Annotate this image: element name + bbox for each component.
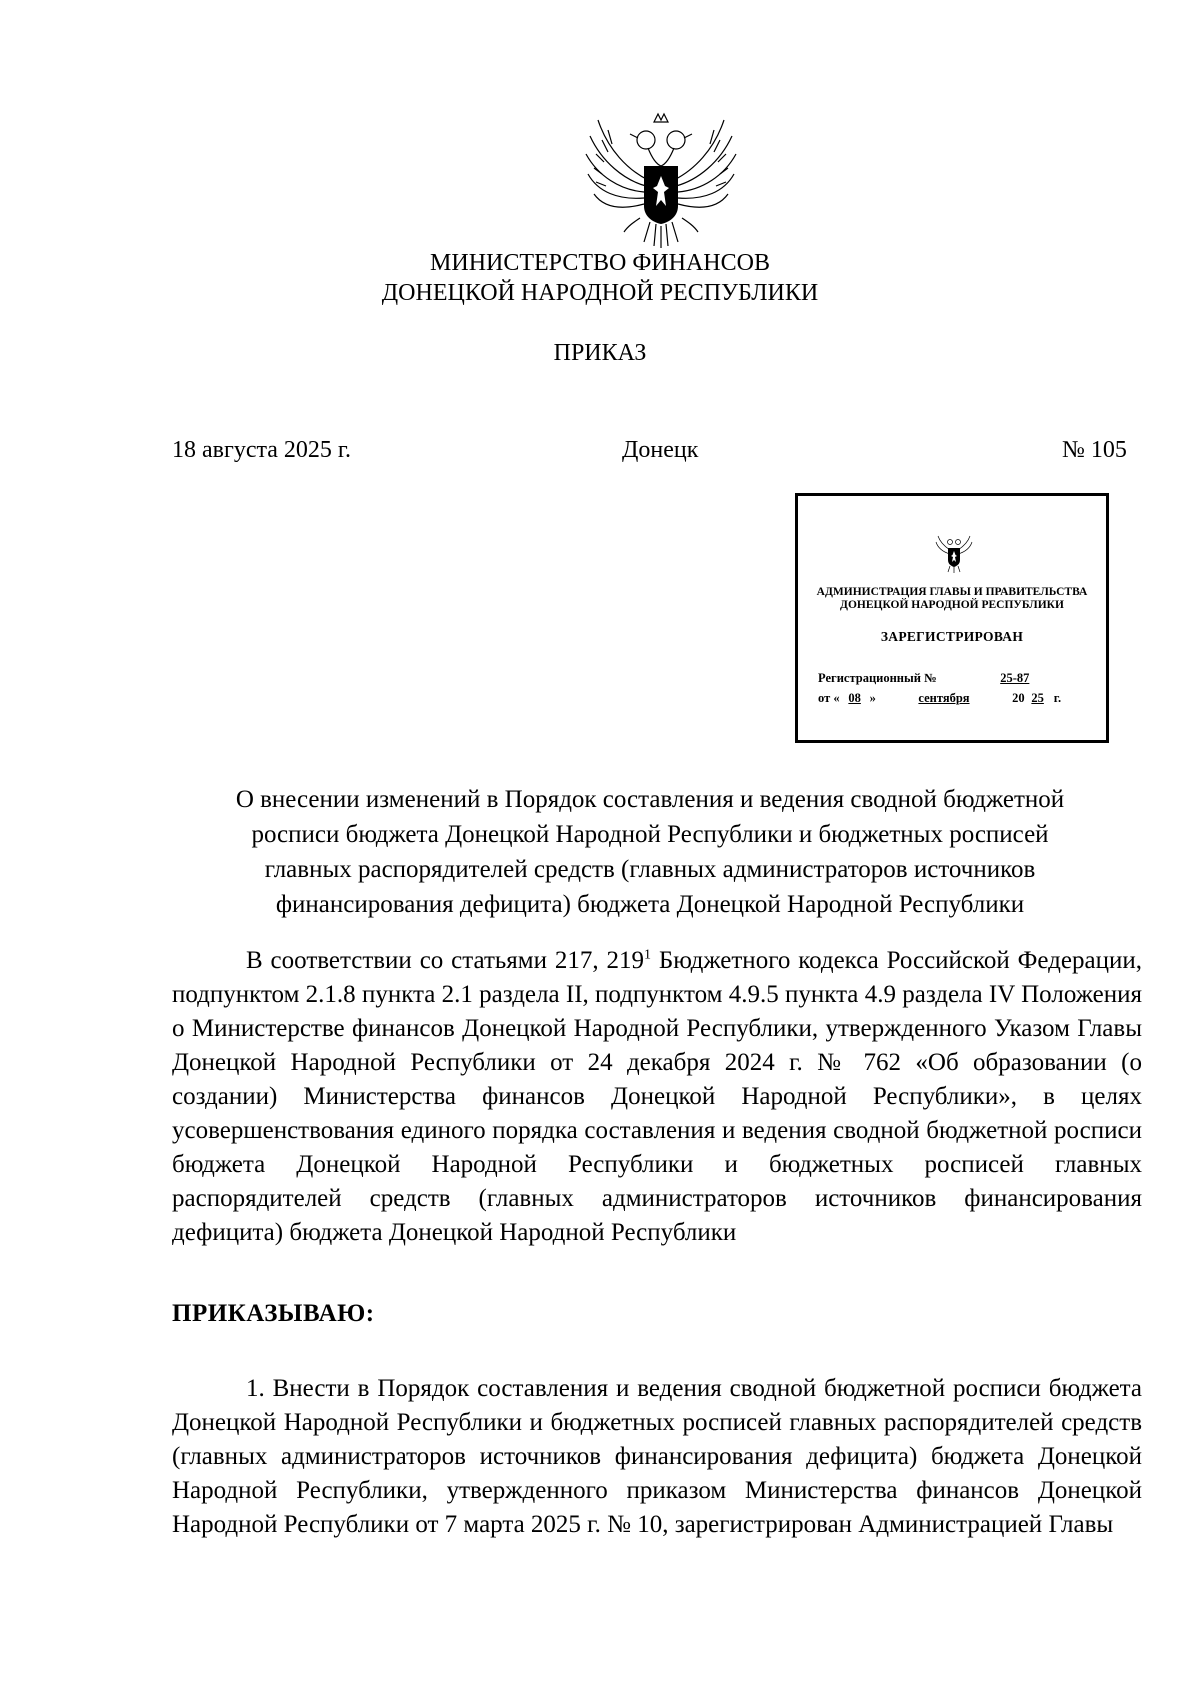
preamble-part2: Бюджетного кодекса Российской Федерации, подпунктом 2.1.8 пункта 2.1 раздела II, подпунктом 4.9.5 пункта 4.9 раздела IV Положения о Министерстве финансов Донецкой Народной Республики, утвержденного Указом Главы Донецкой Народной Республики от 24 декабря 2024 г. № 762 «Об образовании (о создании) Министерства финансов Донецкой Народной Республики», в целях усовершенствования единого порядка составления и ведения сводной бюджетной росписи бюджета Донецкой Народной Республики и бюджетных росписей главных распорядителей средств (главных администраторов источников финансирования дефицита) бюджета Донецкой Народной Республики: [172, 947, 1142, 1246]
order-subject: [170, 782, 1130, 922]
stamp-org-line2: ДОНЕЦКОЙ НАРОДНОЙ РЕСПУБЛИКИ: [840, 599, 1064, 611]
order-city: Донецк: [622, 437, 699, 463]
stamp-year-prefix: 20: [1012, 691, 1025, 705]
ministry-name-line1: МИНИСТЕРСТВО ФИНАНСОВ: [430, 250, 770, 276]
subject-line4: финансирования дефицита) бюджета Донецкой Народной Республики: [275, 891, 1025, 918]
ministry-name-line2: ДОНЕЦКОЙ НАРОДНОЙ РЕСПУБЛИКИ: [381, 280, 819, 306]
stamp-day-close: »: [869, 691, 876, 705]
stamp-reg-label: Регистрационный №: [818, 671, 937, 685]
preamble-paragraph: [172, 944, 1142, 1250]
stamp-day: 08: [848, 691, 861, 705]
decree-heading: ПРИКАЗЫВАЮ:: [172, 1300, 375, 1327]
order-date: 18 августа 2025 г.: [172, 437, 352, 463]
stamp-organization: [798, 586, 1106, 612]
stamp-org-line1: АДМИНИСТРАЦИЯ ГЛАВЫ И ПРАВИТЕЛЬСТВА: [816, 586, 1088, 598]
registration-stamp: [795, 493, 1109, 743]
stamp-date-prefix: от «: [818, 691, 840, 705]
subject-line1: О внесении изменений в Порядок составления и ведения сводной бюджетной: [235, 786, 1065, 813]
order-number: № 105: [1062, 437, 1127, 463]
stamp-emblem-icon: [934, 534, 974, 574]
stamp-year: 25: [1031, 691, 1044, 705]
subject-line3: главных распорядителей средств (главных администраторов источников: [264, 856, 1036, 883]
preamble-superscript: 1: [643, 947, 651, 963]
stamp-month: сентября: [918, 691, 970, 705]
dpr-coat-of-arms-icon: [578, 110, 744, 252]
stamp-date-line: [818, 691, 1061, 706]
subject-line2: росписи бюджета Донецкой Народной Республики и бюджетных росписей: [251, 821, 1049, 848]
stamp-year-end: г.: [1053, 691, 1062, 705]
preamble-part1: В соответствии со статьями 217, 219: [246, 947, 644, 974]
stamp-reg-number-line: [818, 671, 1090, 686]
stamp-reg-number: 25-87: [1000, 671, 1030, 685]
item-1-paragraph: 1. Внести в Порядок составления и ведения сводной бюджетной росписи бюджета Донецкой Народной Республики и бюджетных росписей главных распорядителей средств (главных администраторов источников финансирования дефицита) бюджета Донецкой Народной Республики, утвержденного приказом Министерства финансов Донецкой Народной Республики от 7 марта 2025 г. № 10, зарегистрирован Администрацией Главы: [172, 1375, 1142, 1538]
document-type: ПРИКАЗ: [553, 340, 647, 366]
stamp-status: ЗАРЕГИСТРИРОВАН: [880, 629, 1024, 644]
